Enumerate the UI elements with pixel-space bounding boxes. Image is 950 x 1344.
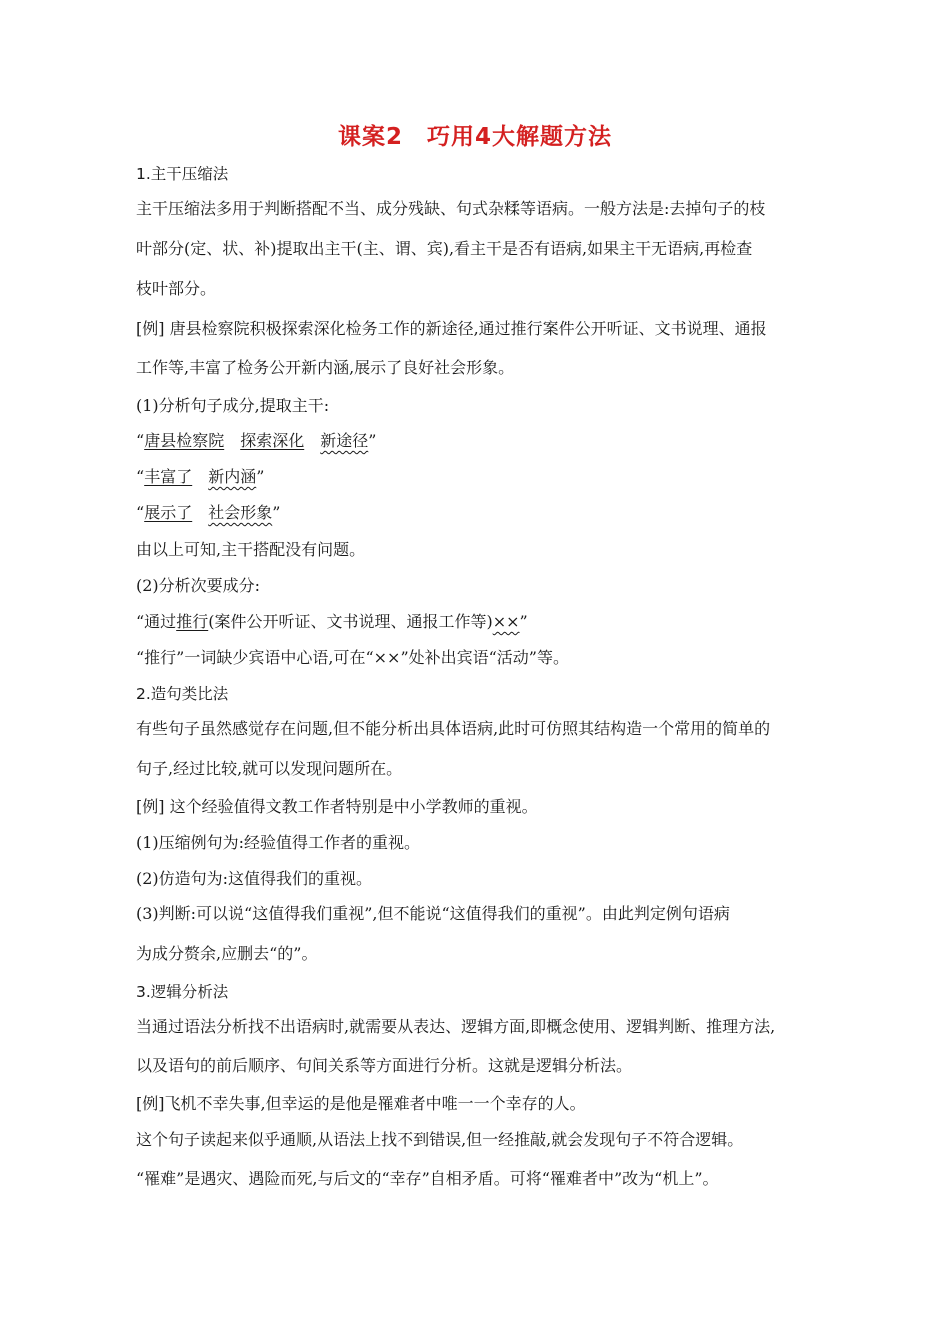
s1-step-2: (2)分析次要成分: [136, 576, 261, 595]
quote-open: “ [136, 431, 145, 450]
s3-example: [例]飞机不幸失事,但幸运的是他是罹难者中唯一一个幸存的人。 [136, 1094, 586, 1113]
missing-object-wavy: ×× [492, 612, 520, 631]
s3-analysis-1: 这个句子读起来似乎通顺,从语法上找不到错误,但一经推敲,就会发现句子不符合逻辑。 [136, 1130, 744, 1149]
trunk-line-1 [136, 430, 376, 452]
s2-para-line-1: 有些句子虽然感觉存在问题,但不能分析出具体语病,此时可仿照其结构造一个常用的简单的 [136, 719, 771, 738]
s1-step-1: (1)分析句子成分,提取主干: [136, 396, 330, 415]
page-title: 课案2 巧用4大解题方法 [337, 124, 612, 150]
text-segment: (案件公开听证、文书说理、通报工作等) [208, 612, 493, 631]
object-wavy: 新途径 [320, 431, 369, 450]
s2-item-1: (1)压缩例句为:经验值得工作者的重视。 [136, 833, 421, 852]
quote-close: ” [256, 467, 265, 486]
s1-para-line-3: 枝叶部分。 [136, 279, 217, 298]
secondary-analysis-line [136, 611, 528, 633]
s1-para-line-2: 叶部分(定、状、补)提取出主干(主、谓、宾),看主干是否有语病,如果主干无语病,再检查 [136, 239, 753, 258]
object-wavy: 社会形象 [208, 503, 273, 522]
predicate-underlined: 推行 [176, 612, 209, 631]
s1-example-line-1: [例] 唐县检察院积极探索深化检务工作的新途径,通过推行案件公开听证、文书说理、通报 [136, 319, 767, 338]
s1-conclusion: 由以上可知,主干搭配没有问题。 [136, 540, 366, 559]
s2-para-line-2: 句子,经过比较,就可以发现问题所在。 [136, 759, 403, 778]
s3-para-line-2: 以及语句的前后顺序、句间关系等方面进行分析。这就是逻辑分析法。 [136, 1056, 633, 1075]
quote-open: “ [136, 503, 145, 522]
section-3-heading: 3.逻辑分析法 [136, 983, 229, 1001]
s1-para-line-1: 主干压缩法多用于判断搭配不当、成分残缺、句式杂糅等语病。一般方法是:去掉句子的枝 [136, 199, 766, 218]
predicate-underlined: 展示了 [144, 503, 193, 522]
quote-close: ” [272, 503, 281, 522]
section-2-heading: 2.造句类比法 [136, 685, 229, 703]
section-1-heading: 1.主干压缩法 [136, 165, 229, 183]
predicate-underlined: 丰富了 [144, 467, 193, 486]
s3-analysis-2: “罹难”是遇灾、遇险而死,与后文的“幸存”自相矛盾。可将“罹难者中”改为“机上”。 [136, 1169, 719, 1188]
s2-item-2: (2)仿造句为:这值得我们的重视。 [136, 869, 373, 888]
s2-item-3-line-1: (3)判断:可以说“这值得我们重视”,但不能说“这值得我们的重视”。由此判定例句语病 [136, 904, 730, 923]
trunk-line-3 [136, 502, 280, 524]
text-segment: “通过 [136, 612, 177, 631]
subject-underlined: 唐县检察院 [144, 431, 225, 450]
s2-item-3-line-2: 为成分赘余,应删去“的”。 [136, 944, 318, 963]
quote-close: ” [368, 431, 377, 450]
s3-para-line-1: 当通过语法分析找不出语病时,就需要从表达、逻辑方面,即概念使用、逻辑判断、推理方法, [136, 1017, 776, 1036]
s1-note: “推行”一词缺少宾语中心语,可在“××”处补出宾语“活动”等。 [136, 648, 569, 667]
predicate-underlined: 探索深化 [240, 431, 305, 450]
quote-open: “ [136, 467, 145, 486]
quote-close: ” [519, 612, 528, 631]
object-wavy: 新内涵 [208, 467, 257, 486]
s2-example: [例] 这个经验值得文教工作者特别是中小学教师的重视。 [136, 797, 538, 816]
s1-example-line-2: 工作等,丰富了检务公开新内涵,展示了良好社会形象。 [136, 358, 515, 377]
trunk-line-2 [136, 466, 264, 488]
